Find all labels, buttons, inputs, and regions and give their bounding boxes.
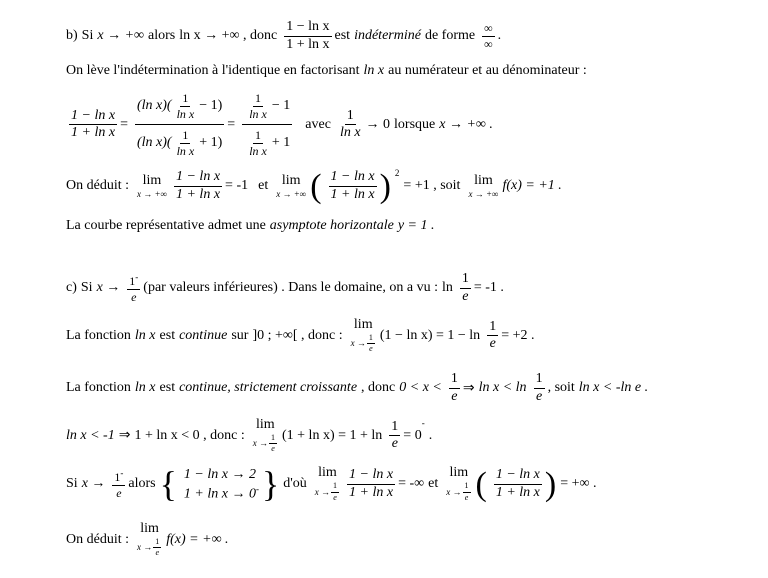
text-on-deduit: On déduit : xyxy=(66,531,129,547)
math-x-to-inf: x → +∞ xyxy=(97,28,145,44)
limit-operator xyxy=(315,466,340,502)
fraction-quotient xyxy=(494,468,542,500)
lim-subscript xyxy=(315,482,340,502)
text-la-fonction: La fonction xyxy=(66,327,131,343)
text-dou: d'où xyxy=(283,476,307,492)
lim-sub-x: x → xyxy=(314,486,331,497)
text-si: Si xyxy=(66,476,78,492)
fraction-inf-inf xyxy=(482,22,495,50)
frac-num-one: 1 xyxy=(114,470,121,485)
paren-open: ( xyxy=(475,465,487,503)
frac-den: ln x xyxy=(339,125,361,141)
fraction-1-e-small xyxy=(153,538,161,558)
fraction-1-e xyxy=(534,372,545,404)
section-label: b) xyxy=(66,28,78,44)
frac-den: e xyxy=(333,492,337,502)
lim-subscript xyxy=(253,434,278,454)
lim-sub-x: x → xyxy=(350,338,366,349)
limit-operator xyxy=(446,466,471,502)
text-period: . xyxy=(497,28,502,44)
exponent-two: 2 xyxy=(394,168,400,178)
math-fx-result: f(x) = +∞ . xyxy=(166,531,229,547)
text-si: Si xyxy=(81,28,94,44)
fraction-middle xyxy=(135,92,224,157)
frac-den: 1 + ln x xyxy=(349,484,394,500)
minus-sup: - xyxy=(421,418,425,428)
implies-arrow: ⇒ xyxy=(462,380,475,396)
middle-numerator xyxy=(135,92,224,125)
frac-den: ln x xyxy=(176,143,195,158)
line-final-deduit xyxy=(66,522,233,558)
lim-word: lim xyxy=(449,465,469,481)
line-strict-croissante xyxy=(66,372,652,404)
text-indetermine: indéterminé xyxy=(354,28,421,44)
frac-num: 1 − ln x xyxy=(284,20,331,37)
result-minus-one: = -1 xyxy=(225,178,249,194)
frac-den: e xyxy=(271,444,275,454)
frac-num: 1 xyxy=(182,91,189,105)
fraction-1-e-minus xyxy=(112,469,125,499)
fraction-quotient xyxy=(284,20,331,52)
fraction-1-e-small xyxy=(331,482,339,502)
text-on-deduit: On déduit : xyxy=(66,178,129,194)
limit-operator xyxy=(276,174,306,199)
math-x-to-inf: x → +∞ . xyxy=(439,116,493,132)
text-sur: sur xyxy=(231,327,249,343)
text-est: est xyxy=(159,380,176,396)
text-numerateur: au numérateur et au dénominateur : xyxy=(388,63,587,78)
fraction-1-e xyxy=(449,372,460,404)
line-continue-lim xyxy=(66,318,538,354)
text-la-fonction: La fonction xyxy=(66,380,131,396)
text-asymptote: asymptote horizontale xyxy=(269,218,394,233)
text-de-forme: de forme xyxy=(424,28,476,44)
math-to-zero: → 0 xyxy=(365,116,391,132)
lim-sub-x: x → xyxy=(446,486,462,497)
fraction-quotient xyxy=(174,170,222,202)
fraction-1-e-small xyxy=(367,334,375,354)
text-period: . xyxy=(428,427,433,443)
frac-den: 1 + ln x xyxy=(286,36,330,52)
lim-word: lim xyxy=(256,417,275,432)
line-factorisation xyxy=(66,63,591,79)
text-avec: avec xyxy=(305,116,331,132)
section-label: c) xyxy=(66,280,77,296)
frac-den: ln x xyxy=(176,106,195,121)
system-line-2-text: 1 + ln x → 0 xyxy=(183,486,256,502)
system-line-2 xyxy=(184,484,259,503)
text-minus-one: − 1) xyxy=(199,97,223,113)
frac-den: e xyxy=(451,388,458,404)
lim-subscript xyxy=(351,334,376,354)
text-alors: alors xyxy=(128,476,156,492)
lim-word: lim xyxy=(474,172,493,188)
text-alors: alors xyxy=(148,28,176,44)
minus-sup: - xyxy=(255,483,259,494)
lim-subscript: x → +∞ xyxy=(276,188,307,199)
middle-denominator xyxy=(135,125,224,157)
frac-num: 1 xyxy=(449,372,460,389)
text-donc: , donc xyxy=(361,380,396,396)
frac-den: ln x xyxy=(249,106,267,121)
frac-num: 1 − ln x xyxy=(494,468,542,485)
frac-den: e xyxy=(116,485,122,500)
frac-num: 1 − ln x xyxy=(174,170,222,187)
line-lnx-lt-minus-one xyxy=(66,418,436,454)
math-final: ln x < -ln e . xyxy=(578,380,649,396)
math-expression: (1 − ln x) = 1 − ln xyxy=(379,327,481,343)
rhs-numerator xyxy=(242,92,292,125)
result-plus-two: = +2 . xyxy=(501,327,535,343)
frac-num-one: 1 xyxy=(129,274,136,289)
rhs-denominator xyxy=(242,125,292,157)
text-valeurs-inferieures: (par valeurs inférieures) . Dans le domaine, on a vu : xyxy=(143,280,438,296)
frac-num: 1 xyxy=(460,272,471,289)
paren-close: ) xyxy=(379,167,391,205)
fraction-quotient xyxy=(347,468,395,500)
lim-subscript: x → +∞ xyxy=(468,188,499,199)
fraction-1-e-small xyxy=(463,482,471,502)
text-et: et xyxy=(258,178,269,194)
math-inequality: 0 < x < xyxy=(399,380,442,396)
system-of-limits xyxy=(184,466,259,503)
frac-num xyxy=(127,273,140,290)
fraction-1-e-minus xyxy=(127,273,140,303)
text-minus-one: − 1 xyxy=(271,97,291,113)
frac-num: 1 − ln x xyxy=(69,109,117,126)
math-interval: ]0 ; +∞[ , donc : xyxy=(252,327,343,343)
math-x-to: x → xyxy=(81,476,106,492)
math-x-to: x → xyxy=(96,280,121,296)
frac-num: 1 xyxy=(534,372,545,389)
math-lnx-lt-minus-one: ln x < -1 xyxy=(66,427,115,443)
frac-den: 1 + ln x xyxy=(330,186,375,202)
minus-sup: - xyxy=(120,468,124,479)
limit-operator xyxy=(137,174,167,199)
frac-num: 1 xyxy=(255,91,262,105)
fraction-1-lnx xyxy=(247,92,269,120)
frac-den: e xyxy=(464,492,469,502)
equals-sign: = xyxy=(120,116,128,132)
frac-num: 1 xyxy=(389,420,400,437)
frac-num: 1 xyxy=(255,128,262,143)
paren-close: ) xyxy=(544,465,557,503)
fraction-1-lnx xyxy=(175,129,197,157)
text-est: est xyxy=(159,327,176,343)
line-c-intro xyxy=(66,272,508,304)
text-continue-croissante: continue, strictement croissante xyxy=(179,380,358,396)
frac-den: ∞ xyxy=(484,36,493,51)
fraction-1-lnx xyxy=(338,109,363,141)
frac-den: e xyxy=(462,288,469,304)
line-deduit-limits xyxy=(66,167,566,205)
frac-num: 1 − ln x xyxy=(347,468,395,485)
math-expression: (1 + ln x) = 1 + ln xyxy=(282,427,383,443)
paren-open: ( xyxy=(310,167,322,205)
lim-sub-x: x → xyxy=(252,438,268,449)
lim-word: lim xyxy=(281,172,301,188)
frac-num: 1 xyxy=(345,109,356,126)
lim-word: lim xyxy=(140,521,159,536)
fraction-1-e xyxy=(389,420,400,452)
fraction-quotient xyxy=(329,170,377,202)
line-system-limits xyxy=(66,463,601,504)
frac-den: 1 + ln x xyxy=(495,484,540,500)
frac-den: e xyxy=(391,436,398,452)
math-fx-result: f(x) = +1 . xyxy=(502,178,562,194)
math-y-equals-1: y = 1 . xyxy=(397,218,435,233)
implies-arrow: ⇒ xyxy=(118,428,131,444)
text-plus-one: + 1 xyxy=(271,134,291,150)
fraction-lhs xyxy=(69,109,117,141)
text-continue: continue xyxy=(179,327,228,343)
text-leve: On lève l'indétermination à l'identique en factorisant xyxy=(66,63,360,78)
math-ln: ln xyxy=(441,280,453,296)
math-lnx: ln x xyxy=(134,380,156,396)
text-si: Si xyxy=(80,280,93,296)
equation-factorisation xyxy=(66,92,497,157)
limit-operator xyxy=(468,174,498,199)
math-lnx-to-inf: ln x → +∞ , donc xyxy=(179,28,278,44)
text-lorsque: lorsque xyxy=(394,116,436,132)
fraction-1-e xyxy=(487,320,498,352)
frac-den: 1 + ln x xyxy=(71,125,116,141)
minus-sup: - xyxy=(135,272,139,283)
frac-den: e xyxy=(131,289,137,304)
line-asymptote xyxy=(66,218,439,234)
text-plus-one: + 1) xyxy=(199,134,223,150)
frac-num: 1 xyxy=(463,482,471,492)
frac-num: 1 xyxy=(331,482,339,492)
frac-den: ln x xyxy=(249,143,267,158)
brace-close: } xyxy=(261,463,280,504)
frac-den: e xyxy=(535,388,543,404)
line-b-intro xyxy=(66,20,505,52)
lim-word: lim xyxy=(318,465,337,481)
lim-subscript: x → +∞ xyxy=(137,188,167,199)
frac-num: 1 xyxy=(269,434,277,444)
frac-num: 1 xyxy=(153,538,161,548)
text-lnx-paren: (ln x)( xyxy=(136,97,172,113)
text-et: et xyxy=(428,476,439,492)
lim-subscript xyxy=(137,538,162,558)
lim-subscript xyxy=(446,482,471,502)
result-zero: = 0 xyxy=(403,427,422,443)
limit-operator xyxy=(137,522,162,558)
frac-num: 1 xyxy=(367,334,375,344)
math-lnx: ln x xyxy=(134,327,156,343)
limit-operator xyxy=(253,418,278,454)
text-soit: , soit xyxy=(547,380,575,396)
limit-operator xyxy=(351,318,376,354)
brace-open: { xyxy=(159,463,177,504)
frac-den: e xyxy=(155,548,160,558)
fraction-1-lnx xyxy=(247,129,269,157)
frac-num: 1 − ln x xyxy=(329,170,377,187)
text-est: est xyxy=(334,28,351,44)
frac-num: 1 xyxy=(487,320,498,337)
fraction-rhs xyxy=(242,92,292,157)
frac-den: e xyxy=(489,336,496,352)
lim-word: lim xyxy=(142,172,162,188)
fraction-1-lnx xyxy=(175,92,197,120)
text-lnx-paren: (ln x)( xyxy=(136,134,172,150)
math-lnx-lt: ln x < ln xyxy=(478,380,527,396)
math-one-plus-lnx: 1 + ln x < 0 , donc : xyxy=(134,427,245,443)
equals-sign: = xyxy=(227,116,236,132)
math-lnx: ln x xyxy=(363,63,385,78)
frac-num: ∞ xyxy=(484,21,493,36)
result-plus-one: = +1 , soit xyxy=(403,178,461,194)
lim-word: lim xyxy=(353,317,373,332)
frac-den: e xyxy=(369,344,373,354)
result-plus-inf: = +∞ . xyxy=(560,476,597,492)
result-minus-inf: = -∞ xyxy=(398,476,425,492)
frac-num xyxy=(112,469,125,486)
system-line-1: 1 − ln x → 2 xyxy=(183,467,256,482)
frac-den: 1 + ln x xyxy=(175,186,221,202)
result-minus-one: = -1 . xyxy=(473,280,504,296)
frac-num: 1 xyxy=(182,128,189,143)
fraction-1-e xyxy=(460,272,471,304)
fraction-1-e-small xyxy=(269,434,277,454)
text-courbe: La courbe représentative admet une xyxy=(66,218,266,233)
lim-sub-x: x → xyxy=(137,542,153,553)
